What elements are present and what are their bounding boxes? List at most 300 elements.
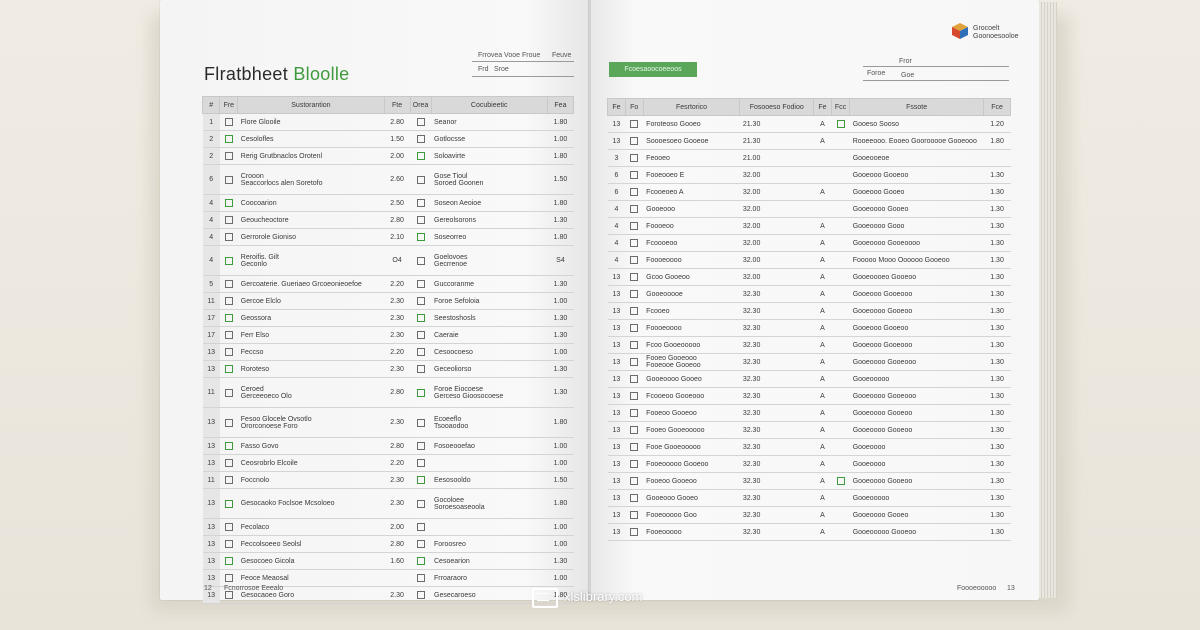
row-checkbox-cell [220,165,238,195]
item-description: Fooooo Mooo Oooooo Gooeoo [850,252,984,269]
item-value: 2.20 [384,276,410,293]
table-row [203,438,574,455]
row-number: 5 [203,276,220,293]
checkbox-icon [630,358,638,366]
check-cell [831,320,849,337]
item-amount: 1.30 [547,327,573,344]
row-checkbox-cell [625,252,643,269]
item-name [643,184,740,201]
row-checkbox-cell [625,456,643,473]
item-name-text: Gooeooo [646,205,675,213]
item-amount: 1.80 [547,587,573,604]
row-checkbox-cell [625,150,643,167]
row-number: 13 [203,519,220,536]
item-value: 1.60 [384,553,410,570]
item-name-text: Fooe Gooeooooo [646,443,701,451]
table-row [203,553,574,570]
item-amount: 1.30 [547,378,573,408]
row-checkbox-cell [220,344,238,361]
checkbox-icon [225,574,233,582]
item-name [643,150,740,167]
item-name [238,310,384,327]
checkbox-icon [225,540,233,548]
item-flag: A [814,252,832,269]
row-checkbox-cell [220,438,238,455]
item-name [238,327,384,344]
row-checkbox-cell [625,167,643,184]
item-amount: 1.80 [547,229,573,246]
item-value: 2.10 [384,229,410,246]
item-value [384,570,410,587]
row-checkbox-cell [220,246,238,276]
row-checkbox-cell [220,455,238,472]
table-row [608,473,1011,490]
table-row [608,218,1011,235]
checkbox-icon [225,314,233,322]
item-value: 21.30 [740,133,814,150]
item-description: Gooeoooo Gooeooo [850,388,984,405]
item-value: 2.80 [384,438,410,455]
row-number: 13 [203,489,220,519]
checkbox-icon [417,419,425,427]
item-name [643,235,740,252]
item-value: 32.30 [740,371,814,388]
item-value: 2.30 [384,489,410,519]
table-row [203,344,574,361]
check-description [431,587,547,604]
check-description [431,489,547,519]
right-header-rule [863,66,1009,67]
checkbox-icon [837,477,845,485]
item-value: 32.30 [740,456,814,473]
check-cell [831,354,849,371]
check-description [431,212,547,229]
item-value: 21.00 [740,150,814,167]
item-description: Gooeoooo Gooeo [850,201,984,218]
row-checkbox-cell [625,133,643,150]
item-name [643,133,740,150]
item-amount: 1.30 [984,303,1011,320]
checkbox-icon [417,476,425,484]
item-name-text: Fooeo Gooeooooo [646,426,705,434]
row-checkbox-cell [625,201,643,218]
item-name-text: Foccnolo [240,476,270,484]
row-number: 13 [608,303,626,320]
item-name [238,131,384,148]
item-name-text: Soooesoeo Gooeoe [646,137,709,145]
check-cell [410,131,431,148]
check-text: Frroaraoro [434,574,468,582]
item-name [238,570,384,587]
item-amount: 1.30 [547,212,573,229]
check-description [431,148,547,165]
item-description: Gooeooo Gooeoo [850,320,984,337]
item-name-text: Fooeooooo [646,528,682,536]
checkbox-icon [417,233,425,241]
check-text-sub: Tsooaodoo [434,422,469,430]
check-cell [410,378,431,408]
table-row [608,235,1011,252]
item-value: 2.80 [384,536,410,553]
item-name-text: Gerrorole Gioniso [240,233,297,241]
table-row [608,354,1011,371]
row-number: 13 [608,337,626,354]
footer-text-left: Fcnorrosoe Eeealo [224,585,284,592]
check-cell [831,337,849,354]
row-checkbox-cell [220,378,238,408]
check-cell [831,286,849,303]
item-value: O4 [384,246,410,276]
check-description [431,114,547,131]
check-description [431,293,547,310]
item-value: 32.30 [740,286,814,303]
item-description: Gooeso Sooso [850,116,984,133]
table-row [608,286,1011,303]
item-name-text: Gooeooo Gooeo [646,494,698,502]
checkbox-icon [630,188,638,196]
table-row [608,150,1011,167]
item-amount: 1.00 [547,536,573,553]
row-number: 4 [608,235,626,252]
row-number: 6 [608,184,626,201]
checkbox-icon [630,324,638,332]
item-name-text: Fooeooooo Gooeoo [646,460,709,468]
checkbox-icon [225,459,233,467]
column-header: Fo [625,99,643,116]
row-number: 2 [203,131,220,148]
item-value: 2.30 [384,310,410,327]
item-amount: 1.20 [984,116,1011,133]
item-flag: A [814,405,832,422]
check-text: Gotlocsse [434,135,466,143]
item-value: 32.30 [740,490,814,507]
item-name-text: Fooeoo Gooeoo [646,477,697,485]
item-name [238,489,384,519]
item-name-text: Geoucheoctore [240,216,289,224]
item-description: Gooeoooo Gooeo [850,507,984,524]
check-cell [410,519,431,536]
item-name-text: Fcooeoo Gooeooo [646,392,705,400]
item-name-text: Roroteso [240,365,270,373]
item-amount: S4 [547,246,573,276]
row-number: 4 [203,229,220,246]
check-cell [410,438,431,455]
item-name-text: Feoce Meaosal [240,574,289,582]
row-number: 6 [203,165,220,195]
right-data-table [607,98,1011,541]
item-name [643,252,740,269]
column-header: Orea [410,97,431,114]
item-amount: 1.30 [984,252,1011,269]
table-row [608,371,1011,388]
checkbox-icon [225,523,233,531]
item-flag: A [814,354,832,371]
item-name-text: Ceosrobrlo Elcoile [240,459,298,467]
column-header: Fe [608,99,626,116]
checkbox-icon [417,152,425,160]
item-value: 32.00 [740,269,814,286]
checkbox-icon [417,135,425,143]
check-description [431,519,547,536]
row-checkbox-cell [625,388,643,405]
check-text: Fosoeooefao [434,442,475,450]
item-value: 2.20 [384,455,410,472]
row-number: 4 [203,212,220,229]
row-checkbox-cell [625,235,643,252]
item-amount: 1.30 [984,524,1011,541]
row-number: 11 [203,472,220,489]
right-header-rule-2 [863,80,1009,81]
row-number: 13 [203,455,220,472]
item-name [643,473,740,490]
item-amount: 1.00 [547,438,573,455]
checkbox-icon [225,442,233,450]
table-row [203,519,574,536]
checkbox-icon [417,591,425,599]
item-name-text: Fooeoo Gooeoo [646,409,697,417]
table-row [608,269,1011,286]
item-description: Gooeoooo [850,456,984,473]
checkbox-icon [225,500,233,508]
row-checkbox-cell [220,519,238,536]
item-name-text: Feccso [240,348,264,356]
item-description: Gooeooooo Gooeoo [850,524,984,541]
item-name [643,116,740,133]
check-cell [410,327,431,344]
table-row [608,320,1011,337]
item-name [643,354,740,371]
item-description: Gooeooeoe [850,150,984,167]
row-checkbox-cell [220,229,238,246]
table-row [608,507,1011,524]
item-description: Gooeoooo Gooeoo [850,405,984,422]
checkbox-icon [630,120,638,128]
check-text-sub: Soroesoaseoola [434,503,485,511]
checkbox-icon [417,257,425,265]
table-row [203,148,574,165]
checkbox-icon [417,297,425,305]
item-amount: 1.80 [547,114,573,131]
column-header: Sustorantion [238,97,384,114]
row-number: 13 [608,133,626,150]
column-header: Fea [547,97,573,114]
check-description [431,553,547,570]
item-value: 2.00 [384,148,410,165]
row-checkbox-cell [625,507,643,524]
header-rule-bottom [472,76,574,77]
item-name [643,490,740,507]
checkbox-icon [225,216,233,224]
check-cell [831,439,849,456]
row-checkbox-cell [220,310,238,327]
row-number: 13 [608,524,626,541]
item-name-text: Fooeooeo E [646,171,685,179]
item-description: Gooeoooo Gooeooo [850,354,984,371]
item-value: 32.30 [740,303,814,320]
item-name [238,519,384,536]
row-checkbox-cell [625,422,643,439]
left-page [160,0,589,600]
right-header-label-1: Fror [899,58,912,65]
checkbox-icon [417,348,425,356]
row-checkbox-cell [625,490,643,507]
item-name [238,229,384,246]
table-row [608,303,1011,320]
check-cell [831,507,849,524]
row-number: 4 [203,246,220,276]
column-header: Fesrtorico [643,99,740,116]
check-cell [410,361,431,378]
row-checkbox-cell [220,293,238,310]
row-checkbox-cell [625,116,643,133]
item-value: 32.30 [740,439,814,456]
table-row [203,489,574,519]
table-row [203,455,574,472]
logo-text [973,25,1019,41]
column-header: # [203,97,220,114]
item-description: Gooeooo Gooeo [850,184,984,201]
check-cell [410,293,431,310]
checkbox-icon [630,239,638,247]
check-text: Soseon Aeoioe [434,199,482,207]
row-checkbox-cell [625,524,643,541]
item-name-sub: Gerceeoeco Olo [240,392,292,400]
spreadsheet-icon [532,588,558,608]
check-description [431,246,547,276]
item-amount: 1.50 [547,165,573,195]
item-amount: 1.30 [547,361,573,378]
logo-text-line-1: Grocoelt [973,25,1000,32]
item-name [643,269,740,286]
item-value: 2.80 [384,114,410,131]
green-section-label: Fcoesaoocoeeoos [609,62,697,77]
row-number: 13 [203,587,220,604]
check-cell [410,455,431,472]
row-number: 13 [608,456,626,473]
item-name-text: Rerig Grutbnaclos Orotenl [240,152,323,160]
check-description [431,438,547,455]
item-name [238,438,384,455]
item-amount: 1.00 [547,344,573,361]
item-name [238,536,384,553]
item-name-text: Reroifis. Gilt [240,253,279,261]
item-flag: A [814,218,832,235]
checkbox-icon [225,257,233,265]
row-number: 13 [608,439,626,456]
row-checkbox-cell [625,320,643,337]
item-value: 32.00 [740,252,814,269]
check-text: Gose Tioul [434,172,468,180]
row-number: 13 [608,269,626,286]
check-cell [410,536,431,553]
checkbox-icon [630,290,638,298]
row-number: 13 [608,388,626,405]
check-text: Gesecaroeso [434,591,476,599]
row-number: 17 [203,310,220,327]
checkbox-icon [417,459,425,467]
check-cell [410,553,431,570]
item-name-text: Coocoarion [240,199,277,207]
checkbox-icon [417,331,425,339]
item-flag: A [814,524,832,541]
row-checkbox-cell [625,303,643,320]
row-number: 1 [203,114,220,131]
table-row [203,293,574,310]
item-value: 32.00 [740,167,814,184]
checkbox-icon [225,176,233,184]
row-checkbox-cell [220,212,238,229]
checkbox-icon [417,523,425,531]
row-number: 4 [608,201,626,218]
item-name-text: Gooeooooe [646,290,683,298]
item-name-text: Foooeoooo [646,256,682,264]
checkbox-icon [630,341,638,349]
table-row [203,212,574,229]
item-flag: A [814,337,832,354]
item-name [643,456,740,473]
item-flag: A [814,371,832,388]
check-cell [410,229,431,246]
footer-page-number-right: 13 [1007,585,1015,592]
logo-text-line-2: Goonoesooloe [973,33,1019,40]
item-description: Gooeooo Gooeooo [850,286,984,303]
item-amount: 1.30 [984,337,1011,354]
row-number: 11 [203,293,220,310]
table-row [608,167,1011,184]
item-value: 32.30 [740,473,814,490]
header-label-3: Feuve [552,52,572,59]
check-text: Eesosooldo [434,476,471,484]
table-row [203,570,574,587]
item-flag: A [814,473,832,490]
header-value-1: Frd [478,66,489,73]
item-name [643,201,740,218]
item-amount: 1.30 [984,201,1011,218]
item-name [643,320,740,337]
item-name-sub: Fooeooe Gooeoo [646,362,701,369]
row-number: 13 [203,570,220,587]
column-header: Fcc [831,99,849,116]
item-name [643,507,740,524]
row-number: 13 [608,354,626,371]
item-amount: 1.00 [547,131,573,148]
item-name [238,114,384,131]
item-description: Gooeoooo [850,439,984,456]
row-number: 13 [608,320,626,337]
table-row [608,422,1011,439]
item-amount: 1.00 [547,519,573,536]
check-cell [831,150,849,167]
table-row [203,165,574,195]
table-row [608,490,1011,507]
row-checkbox-cell [220,489,238,519]
item-name [643,303,740,320]
table-row [608,184,1011,201]
item-flag: A [814,507,832,524]
check-text: Foroosreo [434,540,466,548]
item-name-sub: Ororconoese Foro [240,422,298,430]
item-amount: 1.30 [984,184,1011,201]
check-cell [410,408,431,438]
check-cell [831,456,849,473]
table-row [203,229,574,246]
check-cell [831,388,849,405]
check-cell [410,472,431,489]
item-flag: A [814,439,832,456]
item-value: 1.50 [384,131,410,148]
check-text: Seanor [434,118,457,126]
item-value: 32.30 [740,354,814,371]
